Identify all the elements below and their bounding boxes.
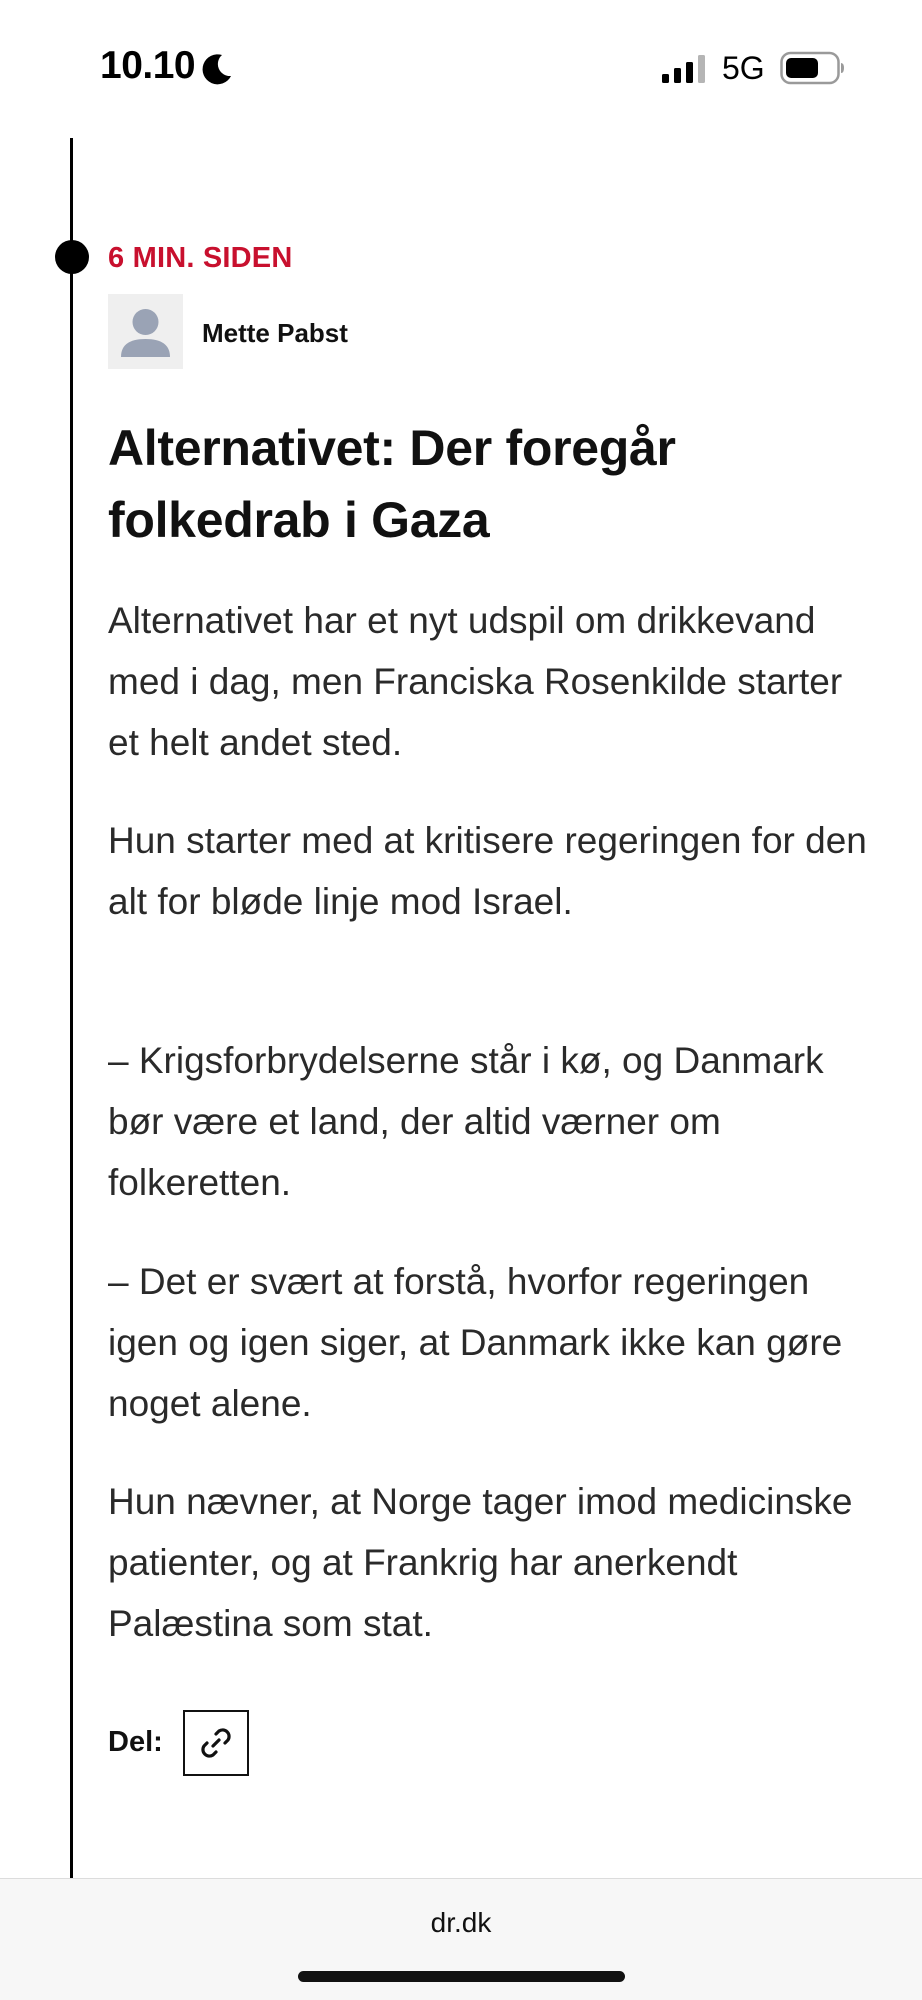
person-icon	[108, 294, 183, 369]
home-indicator[interactable]	[298, 1971, 625, 1982]
copy-link-button[interactable]	[183, 1710, 249, 1776]
url-label[interactable]: dr.dk	[430, 1907, 492, 1938]
browser-bottom-bar	[0, 1878, 922, 2000]
share-label: Del:	[108, 1726, 163, 1758]
signal-icon	[660, 54, 708, 84]
body-paragraph: – Det er svært at forstå, hvorfor regeringen igen og igen siger, at Danmark ikke kan gøre noget alene.	[108, 1261, 843, 1424]
battery-icon	[780, 50, 846, 86]
body-paragraph: Hun nævner, at Norge tager imod medicinske patienter, og at Frankrig har anerkendt Palæstina som stat.	[108, 1481, 853, 1644]
moon-icon	[200, 52, 234, 86]
post-headline: Alternativet: Der foregår folkedrab i Gaza	[108, 420, 676, 548]
status-time: 10.10	[100, 44, 196, 87]
post-timestamp: 6 MIN. SIDEN	[108, 242, 293, 274]
link-icon	[194, 1721, 238, 1765]
author-avatar	[108, 294, 183, 369]
author-name: Mette Pabst	[202, 318, 348, 348]
body-paragraph: Hun starter med at kritisere regeringen for den alt for bløde linje mod Israel.	[108, 820, 867, 922]
network-label: 5G	[722, 50, 765, 86]
body-paragraph: – Krigsforbrydelserne står i kø, og Danmark bør være et land, der altid værner om folkeretten.	[108, 1040, 824, 1203]
status-bar	[0, 0, 922, 138]
timeline-line	[70, 138, 73, 1878]
body-paragraph: Alternativet har et nyt udspil om drikkevand med i dag, men Franciska Rosenkilde starter et helt andet sted.	[108, 600, 843, 763]
timeline-dot	[55, 240, 89, 274]
